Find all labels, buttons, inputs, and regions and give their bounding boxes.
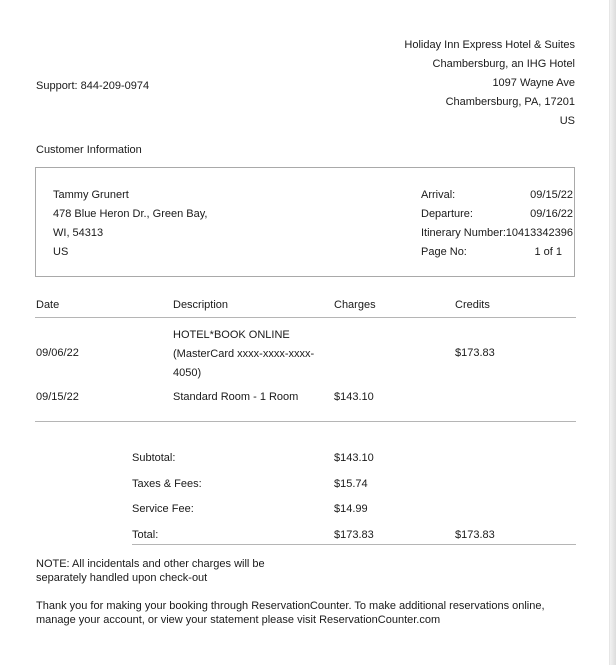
total-label: Total: (132, 529, 159, 541)
row-description (173, 326, 323, 383)
subtotal-charges: $143.10 (334, 452, 374, 464)
ledger-header (0, 299, 616, 313)
taxes-row (0, 478, 616, 492)
row-description: Standard Room - 1 Room (173, 391, 299, 403)
taxes-charges: $15.74 (334, 478, 368, 490)
ledger-body-divider (35, 421, 576, 422)
total-row (0, 529, 616, 543)
ledger-header-divider (35, 317, 576, 318)
totals-divider (132, 544, 576, 545)
hotel-city-state-zip: Chambersburg, PA, 17201 (445, 96, 575, 108)
itinerary-label: Itinerary Number: (421, 227, 506, 239)
customer-information-title: Customer Information (36, 144, 142, 156)
header-credits: Credits (455, 299, 490, 311)
arrival-label: Arrival: (421, 189, 456, 201)
customer-name: Tammy Grunert (53, 189, 129, 201)
customer-country: US (53, 246, 69, 258)
service-fee-label: Service Fee: (132, 503, 194, 515)
hotel-name: Holiday Inn Express Hotel & Suites (404, 39, 575, 51)
total-charges: $173.83 (334, 529, 374, 541)
arrival-row (421, 186, 571, 205)
row-date: 09/15/22 (36, 391, 79, 403)
page-number-row (421, 243, 571, 262)
service-fee-row (0, 503, 616, 517)
customer-address (53, 186, 208, 262)
itinerary-value: 10413342396 (505, 227, 573, 239)
customer-address-line1: 478 Blue Heron Dr., Green Bay, (53, 208, 208, 220)
total-credits: $173.83 (455, 529, 495, 541)
hotel-address-block (404, 36, 575, 131)
stay-details (421, 186, 571, 262)
thank-you-message: Thank you for making your booking through ReservationCounter. To make additional reservations online, manage your account, or view your statement please visit ReservationCounter.com (36, 600, 545, 626)
page-edge (609, 0, 616, 665)
row-description-line: 4050) (173, 367, 202, 379)
subtotal-row (0, 452, 616, 466)
itinerary-row (421, 224, 571, 243)
departure-label: Departure: (421, 208, 473, 220)
service-fee-charges: $14.99 (334, 503, 368, 515)
row-date: 09/06/22 (36, 347, 79, 359)
subtotal-label: Subtotal: (132, 452, 176, 464)
row-credits: $173.83 (455, 347, 495, 359)
hotel-location: Chambersburg, an IHG Hotel (432, 58, 575, 70)
row-description-line: HOTEL*BOOK ONLINE (173, 329, 290, 341)
departure-row (421, 205, 571, 224)
header-description: Description (173, 299, 229, 311)
hotel-street: 1097 Wayne Ave (492, 77, 575, 89)
customer-address-line2: WI, 54313 (53, 227, 104, 239)
hotel-country: US (559, 115, 575, 127)
incidentals-note: NOTE: All incidentals and other charges will be separately handled upon check-out (36, 558, 265, 584)
header-charges: Charges (334, 299, 376, 311)
customer-information-box (35, 167, 575, 277)
row-description-line: (MasterCard xxxx-xxxx-xxxx- (173, 348, 315, 360)
row-charges: $143.10 (334, 391, 374, 403)
header-date: Date (36, 299, 60, 311)
taxes-label: Taxes & Fees: (132, 478, 202, 490)
arrival-value: 09/15/22 (530, 189, 573, 201)
page-number-value: 1 of 1 (534, 246, 562, 258)
departure-value: 09/16/22 (530, 208, 573, 220)
page-number-label: Page No: (421, 246, 467, 258)
support-phone: Support: 844-209-0974 (36, 80, 150, 92)
